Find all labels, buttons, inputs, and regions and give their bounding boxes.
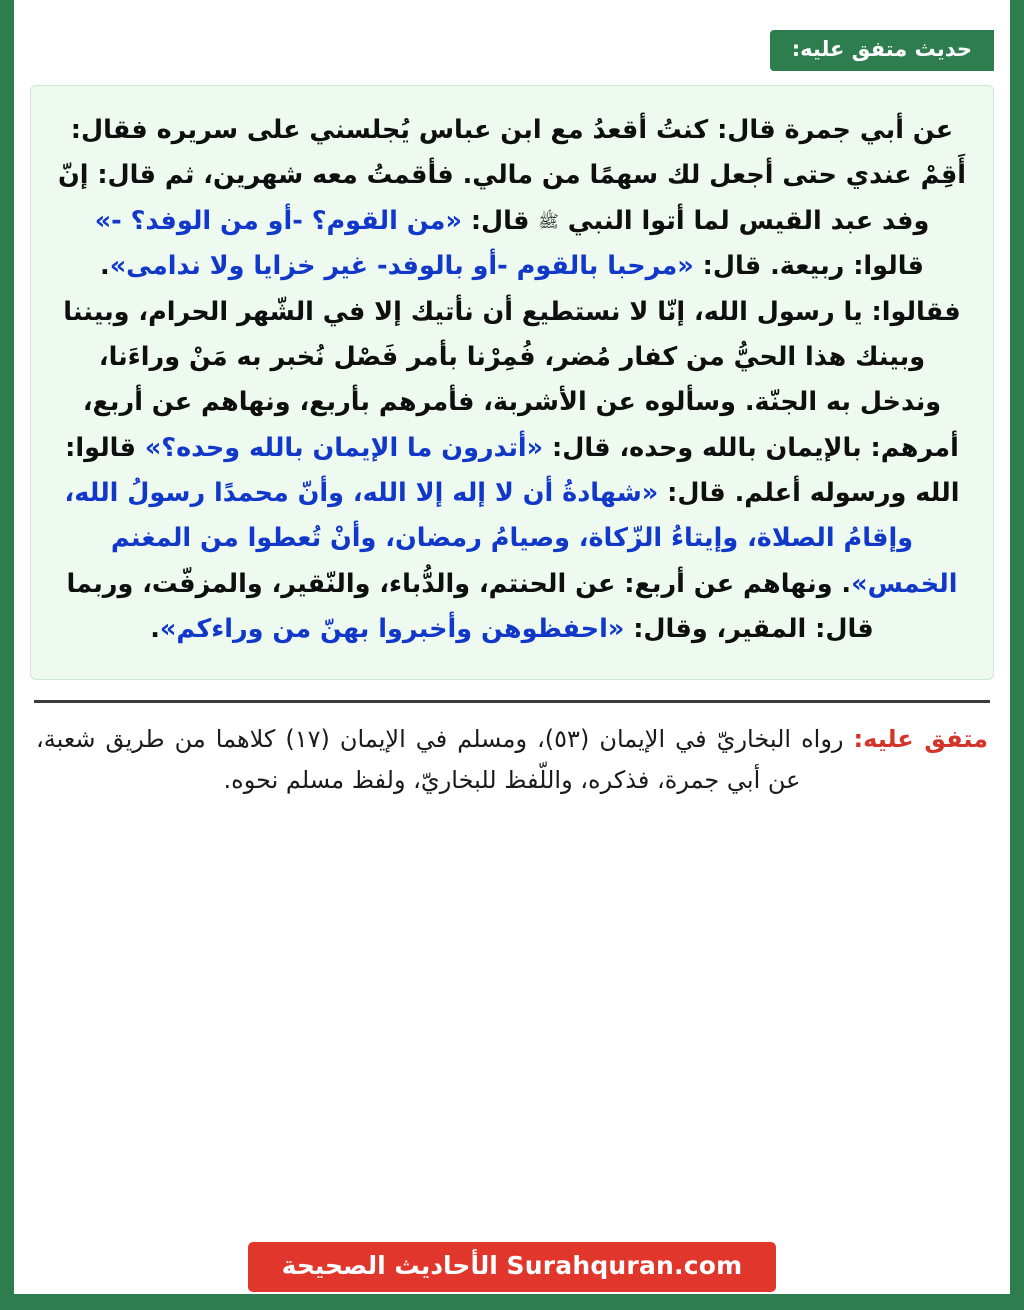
hadith-narration-segment: . فقالوا: يا رسول الله، إنّا لا نستطيع أن نأتيك إلا في الشّهر الحرام، وبيننا وبينك هذا الحيُّ من كفار مُضر، فُمِرْنا بأمر فَصْل نُخبر به مَنْ وراءَنا، وندخل به الجنّة. وسألوه عن الأشربة، فأمرهم بأربع، ونهاهم عن أربع، أمرهم: بالإيمان بالله وحده، قال:: [63, 251, 961, 463]
hadith-category-tag: حديث متفق عليه:: [770, 30, 994, 71]
hadith-quote-segment: «شهادةُ أن لا إله إلا الله، وأنّ محمدًا رسولُ الله، وإقامُ الصلاة، وإيتاءُ الزّكاة، وصيامُ رمضان، وأنْ تُعطوا من المغنم الخمس»: [64, 478, 958, 599]
footer-row: [0, 1242, 1024, 1292]
source-text: رواه البخاريّ في الإيمان (٥٣)، ومسلم في الإيمان (١٧) كلاهما من طريق شعبة، عن أبي جمرة، فذكره، واللّفظ للبخاريّ، ولفظ مسلم نحوه.: [36, 724, 854, 794]
document-content: [14, 0, 1010, 1294]
hadith-narration-segment: عن أبي جمرة قال: كنتُ أقعدُ مع ابن عباس يُجلسني على سريره فقال: أَقِمْ عندي حتى أجعل لك سهمًا من مالي. فأقمتُ معه شهرين، ثم قال: إنّ وفد عبد القيس لما أتوا النبي: [57, 115, 967, 236]
hadith-text-box: [30, 85, 994, 680]
hadith-narration-segment: قالوا: ربيعة. قال:: [693, 251, 924, 282]
header-row: [30, 30, 994, 71]
site-footer-badge[interactable]: [248, 1242, 777, 1292]
hadith-narration-segment: . ونهاهم عن أربع: عن الحنتم، والدُّباء، والنّقير، والمزفّت، وربما قال: المقير، وقال:: [66, 568, 874, 645]
hadith-narration-segment: قالوا: الله ورسوله أعلم. قال:: [65, 432, 960, 509]
left-green-rail: [0, 0, 14, 1310]
hadith-narration-segment: قال:: [461, 205, 539, 236]
hadith-narration-segment: .: [150, 614, 160, 645]
section-divider: [34, 700, 990, 703]
site-name-label: Surahquran.com: [506, 1251, 743, 1280]
hadith-quote-segment: «أتدرون ما الإيمان بالله وحده؟»: [144, 432, 544, 463]
site-tagline-label: الأحاديث الصحيحة: [281, 1251, 498, 1280]
salla-allahu-alayhi-wasallam-glyph: ﷺ: [538, 211, 559, 232]
bottom-green-rail: [0, 1294, 1024, 1310]
right-green-rail: [1010, 0, 1024, 1310]
hadith-quote-segment: «احفظوهن وأخبروا بهنّ من وراءكم»: [159, 614, 625, 645]
hadith-quote-segment: «مرحبا بالقوم -أو بالوفد- غير خزايا ولا ندامى»: [109, 251, 694, 282]
hadith-source-reference: [30, 719, 994, 802]
hadith-paragraph: [57, 108, 967, 653]
source-label: متفق عليه:: [853, 724, 988, 753]
hadith-quote-segment: «من القوم؟ -أو من الوفد؟ -»: [94, 205, 462, 236]
